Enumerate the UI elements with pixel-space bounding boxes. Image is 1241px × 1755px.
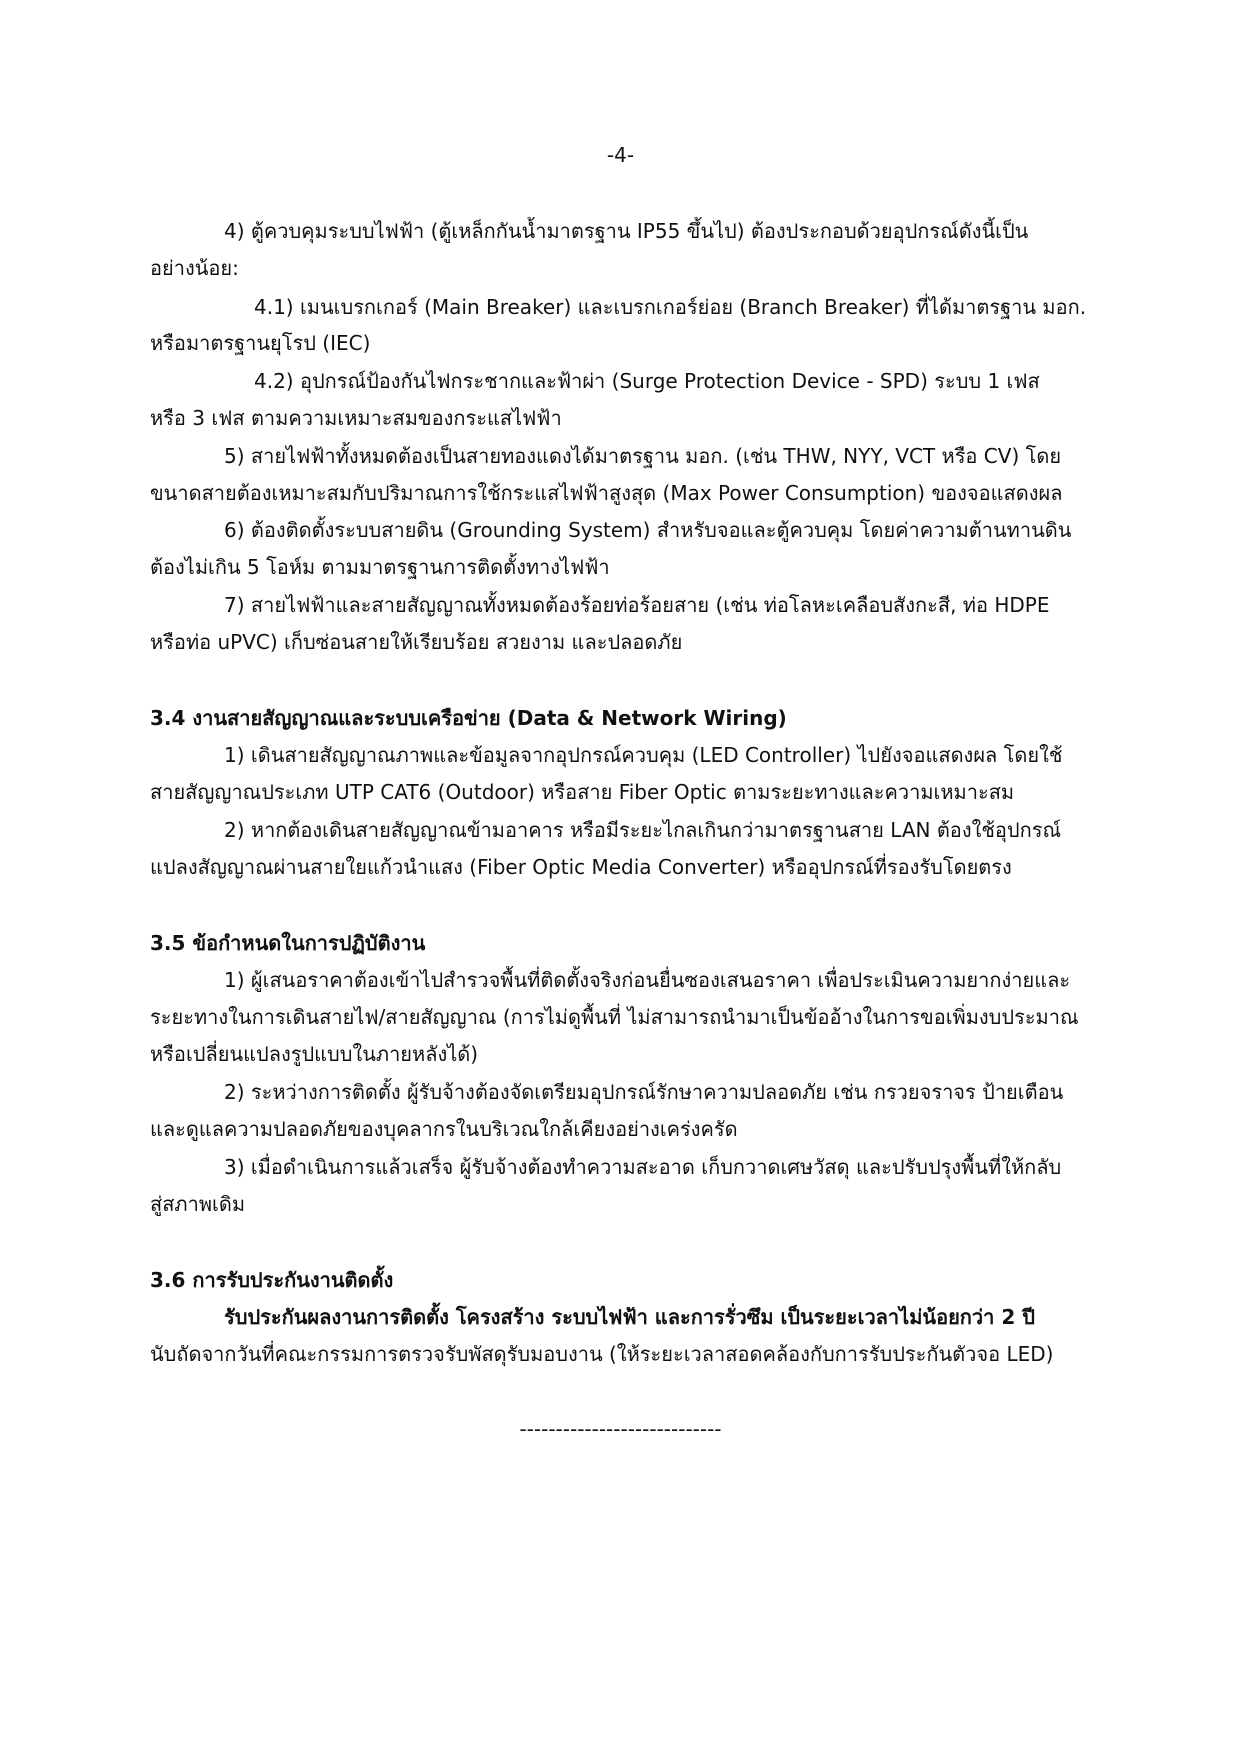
section-3-6-p1-line1: รับประกันผลงานการติดตั้ง โครงสร้าง ระบบไฟฟ้า และการรั่วซึม เป็นระยะเวลาไม่น้อยกว่า 2 ปี — [224, 1305, 1035, 1329]
section-3-4-p2-line1: 2) หากต้องเดินสายสัญญาณข้ามอาคาร หรือมีระยะไกลเกินกว่ามาตรฐานสาย LAN ต้องใช้อุปกรณ์ — [224, 818, 1062, 842]
section-3-4-p1-line2: สายสัญญาณประเภท UTP CAT6 (Outdoor) หรือสาย Fiber Optic ตามระยะทางและความเหมาะสม — [150, 780, 1015, 804]
section-3-6-heading: 3.6 การรับประกันงานติดตั้ง — [150, 1268, 394, 1292]
item7-line1: 7) สายไฟฟ้าและสายสัญญาณทั้งหมดต้องร้อยท่อร้อยสาย (เช่น ท่อโลหะเคลือบสังกะสี, ท่อ HDPE — [224, 593, 1050, 617]
item4-sub2-line1: 4.2) อุปกรณ์ป้องกันไฟกระชากและฟ้าผ่า (Surge Protection Device - SPD) ระบบ 1 เฟส — [254, 369, 1040, 393]
section-3-4-p2-line2: แปลงสัญญาณผ่านสายใยแก้วนำแสง (Fiber Optic Media Converter) หรืออุปกรณ์ที่รองรับโดยตรง — [150, 855, 1012, 879]
section-3-4-heading: 3.4 งานสายสัญญาณและระบบเครือข่าย (Data & Network Wiring) — [150, 706, 787, 730]
item4-sub1-line2: หรือมาตรฐานยุโรป (IEC) — [150, 331, 371, 355]
item6-line2: ต้องไม่เกิน 5 โอห์ม ตามมาตรฐานการติดตั้งทางไฟฟ้า — [150, 555, 610, 579]
section-3-4-p1-line1: 1) เดินสายสัญญาณภาพและข้อมูลจากอุปกรณ์ควบคุม (LED Controller) ไปยังจอแสดงผล โดยใช้ — [224, 743, 1063, 767]
item4-line2: อย่างน้อย: — [150, 256, 239, 280]
section-3-5-p1-line2: ระยะทางในการเดินสายไฟ/สายสัญญาณ (การไม่ดูพื้นที่ ไม่สามารถนำมาเป็นข้ออ้างในการขอเพิ่มงบประมาณ — [150, 1005, 1079, 1029]
section-3-5-p3-line2: สู่สภาพเดิม — [150, 1192, 246, 1216]
item4-sub2-line2: หรือ 3 เฟส ตามความเหมาะสมของกระแสไฟฟ้า — [150, 406, 562, 430]
section-3-5-p3-line1: 3) เมื่อดำเนินการแล้วเสร็จ ผู้รับจ้างต้องทำความสะอาด เก็บกวาดเศษวัสดุ และปรับปรุงพื้นที่ให้กลับ — [224, 1155, 1062, 1179]
item6-line1: 6) ต้องติดตั้งระบบสายดิน (Grounding System) สำหรับจอและตู้ควบคุม โดยค่าความต้านทานดิน — [224, 518, 1072, 542]
item5-line2: ขนาดสายต้องเหมาะสมกับปริมาณการใช้กระแสไฟฟ้าสูงสุด (Max Power Consumption) ของจอแสดงผล — [150, 481, 1063, 505]
section-3-5-heading: 3.5 ข้อกำหนดในการปฏิบัติงาน — [150, 931, 426, 955]
item5-line1: 5) สายไฟฟ้าทั้งหมดต้องเป็นสายทองแดงได้มาตรฐาน มอก. (เช่น THW, NYY, VCT หรือ CV) โดย — [224, 444, 1062, 468]
section-3-6-p1-line2: นับถัดจากวันที่คณะกรรมการตรวจรับพัสดุรับมอบงาน (ให้ระยะเวลาสอดคล้องกับการรับประกันตัวจอ LED) — [150, 1342, 1054, 1366]
page-number: -4- — [606, 143, 635, 167]
item7-line2: หรือท่อ uPVC) เก็บซ่อนสายให้เรียบร้อย สวยงาม และปลอดภัย — [150, 630, 683, 654]
end-marker: ---------------------------- — [519, 1417, 722, 1441]
section-3-5-p1-line1: 1) ผู้เสนอราคาต้องเข้าไปสำรวจพื้นที่ติดตั้งจริงก่อนยื่นซองเสนอราคา เพื่อประเมินความยากง่ายและ — [224, 968, 1071, 992]
item4-sub1-line1: 4.1) เมนเบรกเกอร์ (Main Breaker) และเบรกเกอร์ย่อย (Branch Breaker) ที่ได้มาตรฐาน มอก. — [254, 295, 1087, 319]
section-3-5-p2-line1: 2) ระหว่างการติดตั้ง ผู้รับจ้างต้องจัดเตรียมอุปกรณ์รักษาความปลอดภัย เช่น กรวยจราจร ป้ายเตือน — [224, 1080, 1064, 1104]
section-3-5-p1-line3: หรือเปลี่ยนแปลงรูปแบบในภายหลังได้) — [150, 1042, 479, 1066]
section-3-5-p2-line2: และดูแลความปลอดภัยของบุคลากรในบริเวณใกล้เคียงอย่างเคร่งครัด — [150, 1117, 738, 1141]
item4-line1: 4) ตู้ควบคุมระบบไฟฟ้า (ตู้เหล็กกันน้ำมาตรฐาน IP55 ขึ้นไป) ต้องประกอบด้วยอุปกรณ์ดังนี้เป็น — [224, 219, 1029, 243]
